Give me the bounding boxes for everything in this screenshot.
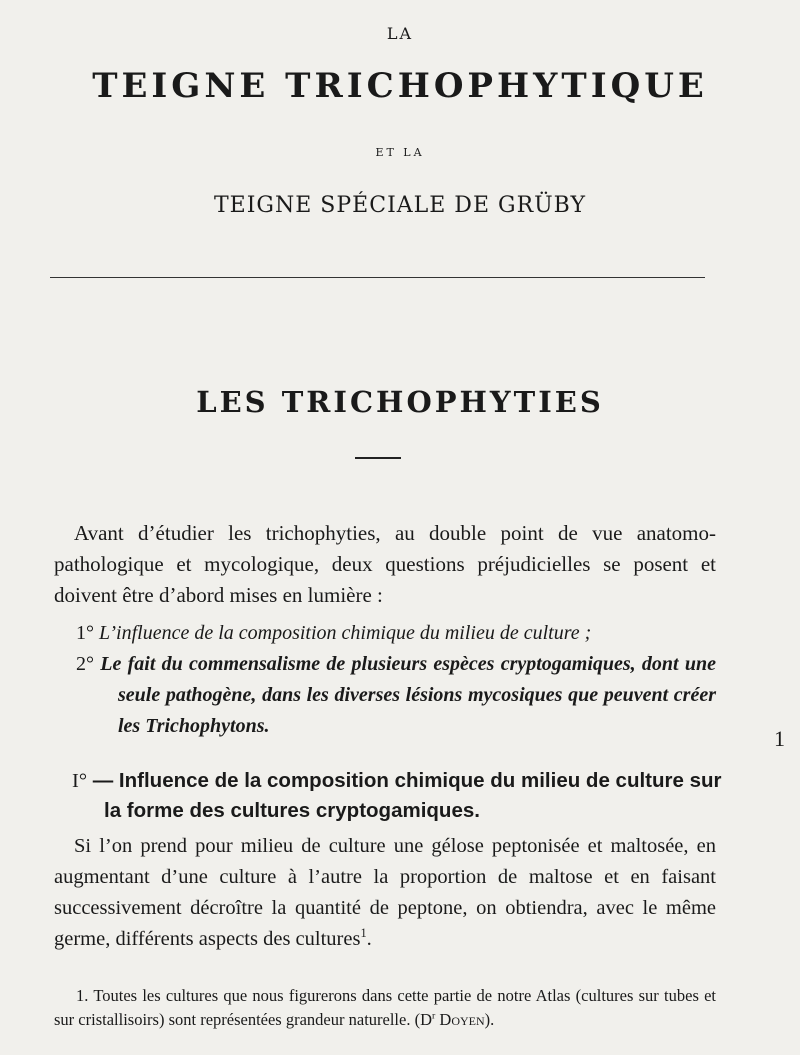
footnote-end: ).	[484, 1010, 495, 1029]
subsection-title: — Influence de la composition chimique du milieu de culture sur la forme des cultures cryptogamiques.	[92, 769, 722, 822]
footnote-number: 1.	[76, 986, 89, 1005]
footnote-author-sup: r	[432, 1010, 436, 1022]
margin-mark: 1	[774, 726, 785, 751]
intro-paragraph: Avant d’étudier les trichophyties, au double point de vue anatomo-pathologique et mycologique, deux questions préjudicielles se posent et doivent être d’abord mises en lumière :	[54, 521, 716, 607]
subsection-heading	[72, 766, 722, 825]
header-conjunction: ET LA	[375, 146, 425, 159]
list-item	[76, 649, 716, 742]
paragraph-text: Si l’on prend pour milieu de culture une gélose peptonisée et maltosée, en augmentant d’une culture à l’autre la proportion de maltose et en faisant successivement décroître la quantité de peptone, on obtiendra, avec le même germe, différents aspects des cultures	[54, 835, 716, 950]
footnote-text: Toutes les cultures que nous figurerons dans cette partie de notre Atlas (cultures sur tubes et sur cristallisoirs) sont représentées grandeur naturelle. (D	[54, 986, 717, 1029]
list-item-text: L’influence de la composition chimique du milieu de culture ;	[99, 622, 592, 644]
footnote	[54, 984, 716, 1032]
list-item-number: 1°	[76, 622, 94, 644]
sub-title: TEIGNE SPÉCIALE DE GRÜBY	[214, 193, 586, 218]
main-title: TEIGNE TRICHOPHYTIQUE	[92, 66, 708, 106]
divider-rule	[50, 277, 705, 278]
list-item-text: Le fait du commensalisme de plusieurs espèces cryptogamiques, dont une seule pathogène, dans les diverses lésions mycosiques que peuvent créer les Trichophytons.	[100, 653, 716, 737]
footnote-reference: 1	[360, 926, 367, 941]
subsection-number: I°	[72, 770, 88, 792]
section-rule	[355, 457, 401, 459]
list-item-number: 2°	[76, 653, 94, 675]
list-item	[76, 618, 716, 649]
body-paragraph	[54, 831, 716, 955]
section-title: LES TRICHOPHYTIES	[196, 385, 604, 419]
footnote-author: Doyen	[439, 1010, 485, 1029]
paragraph-end: .	[366, 928, 372, 950]
header-article: LA	[386, 24, 414, 43]
